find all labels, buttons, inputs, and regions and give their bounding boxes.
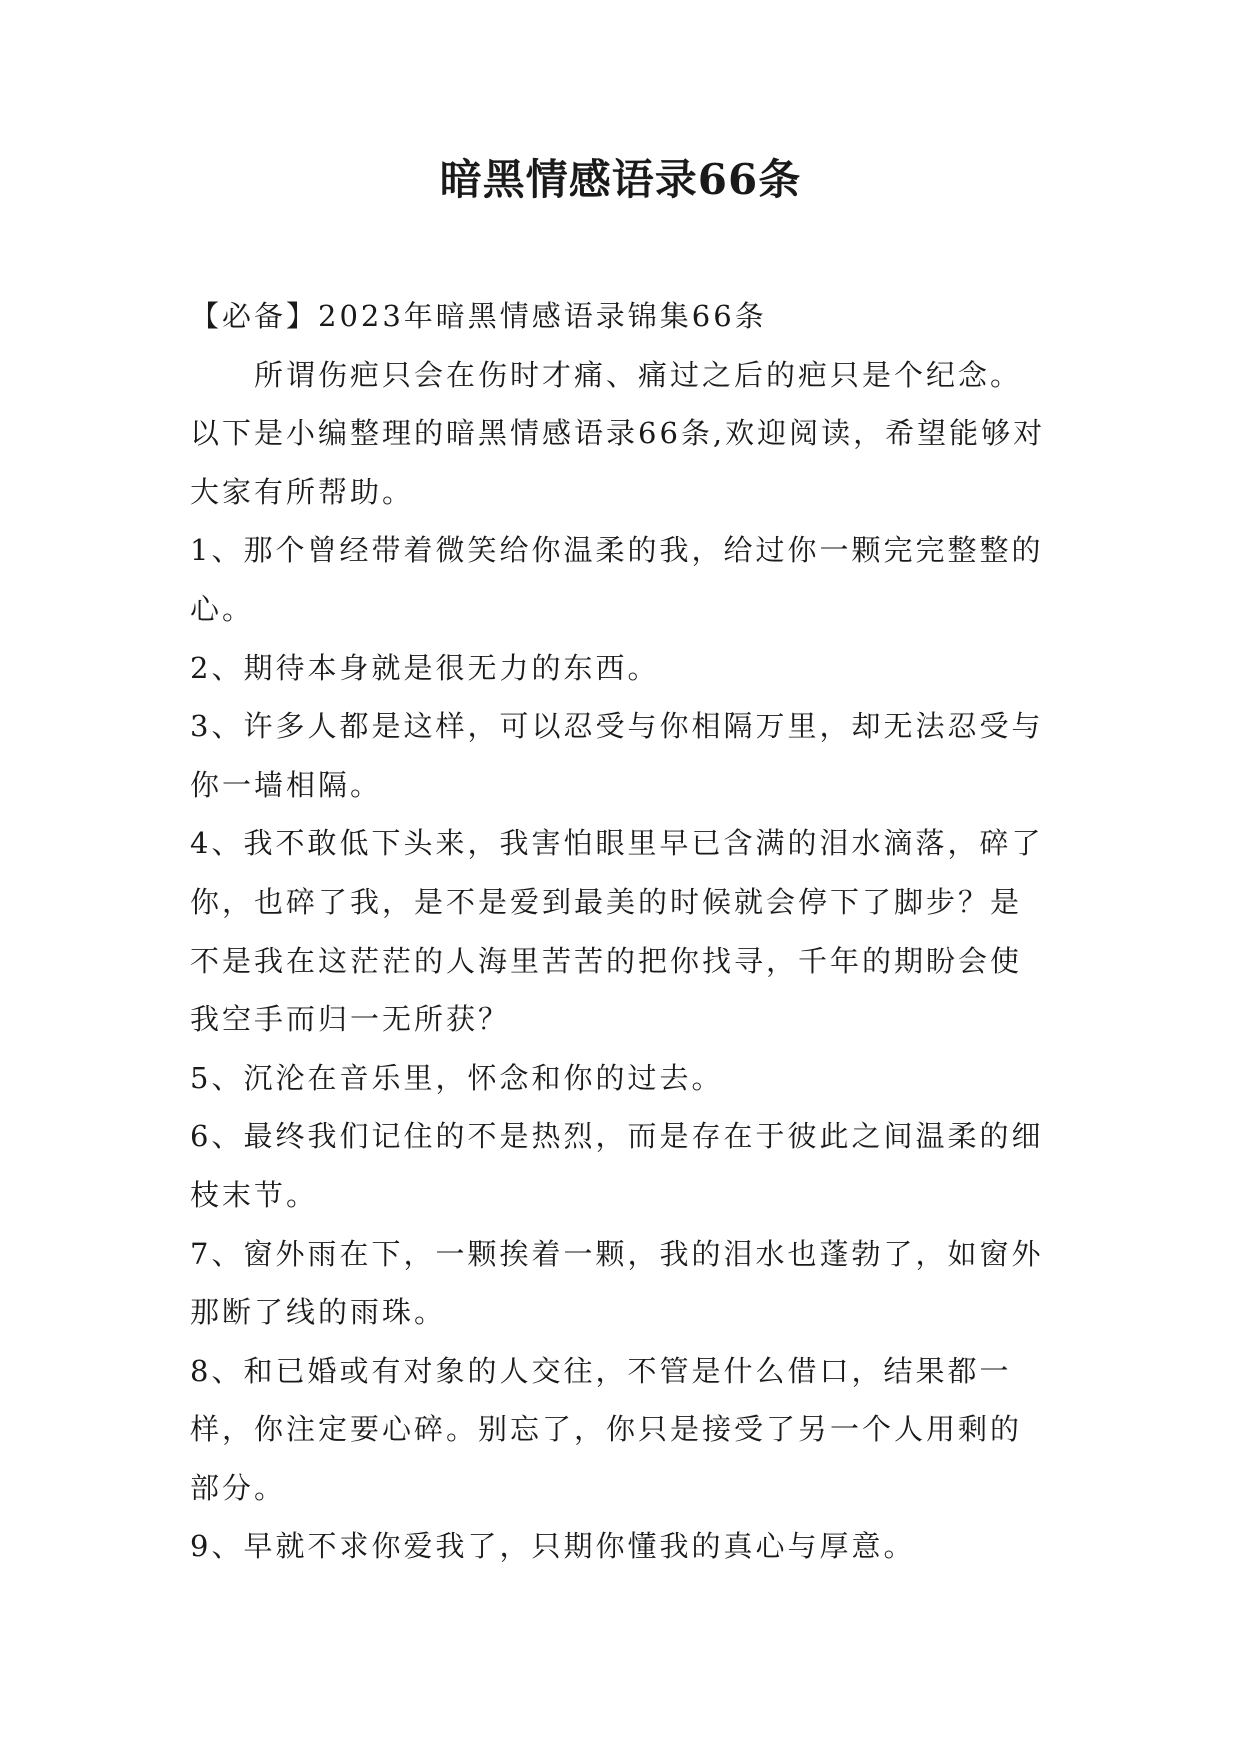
intro-paragraph: 所谓伤疤只会在伤时才痛、痛过之后的疤只是个纪念。以下是小编整理的暗黑情感语录66条,欢迎阅读，希望能够对大家有所帮助。 xyxy=(190,357,1046,509)
quote-item-4: 4、我不敢低下头来，我害怕眼里早已含满的泪水滴落，碎了你，也碎了我，是不是爱到最美的时候就会停下了脚步？是不是我在这茫茫的人海里苦苦的把你找寻，千年的期盼会使我空手而归一无所获？ xyxy=(190,826,1044,1037)
document-body xyxy=(190,287,1050,1576)
quote-item-6: 6、最终我们记住的不是热烈，而是存在于彼此之间温柔的细枝末节。 xyxy=(190,1119,1044,1212)
quote-item-7: 7、窗外雨在下，一颗挨着一颗，我的泪水也蓬勃了，如窗外那断了线的雨珠。 xyxy=(190,1236,1044,1330)
quote-item-3: 3、许多人都是这样，可以忍受与你相隔万里，却无法忍受与你一墙相隔。 xyxy=(190,709,1044,802)
document-subtitle: 【必备】2023年暗黑情感语录锦集66条 xyxy=(190,299,767,333)
document-title: 暗黑情感语录66条 xyxy=(439,155,802,204)
quote-item-2: 2、期待本身就是很无力的东西。 xyxy=(190,650,660,685)
quote-item-1: 1、那个曾经带着微笑给你温柔的我，给过你一颗完完整整的心。 xyxy=(190,533,1044,626)
quote-item-5: 5、沉沦在音乐里，怀念和你的过去。 xyxy=(190,1060,724,1095)
quote-item-9: 9、早就不求你爱我了，只期你懂我的真心与厚意。 xyxy=(190,1529,916,1564)
quote-item-8: 8、和已婚或有对象的人交往，不管是什么借口，结果都一样，你注定要心碎。别忘了，你只是接受了另一个人用剩的部分。 xyxy=(190,1353,1023,1505)
